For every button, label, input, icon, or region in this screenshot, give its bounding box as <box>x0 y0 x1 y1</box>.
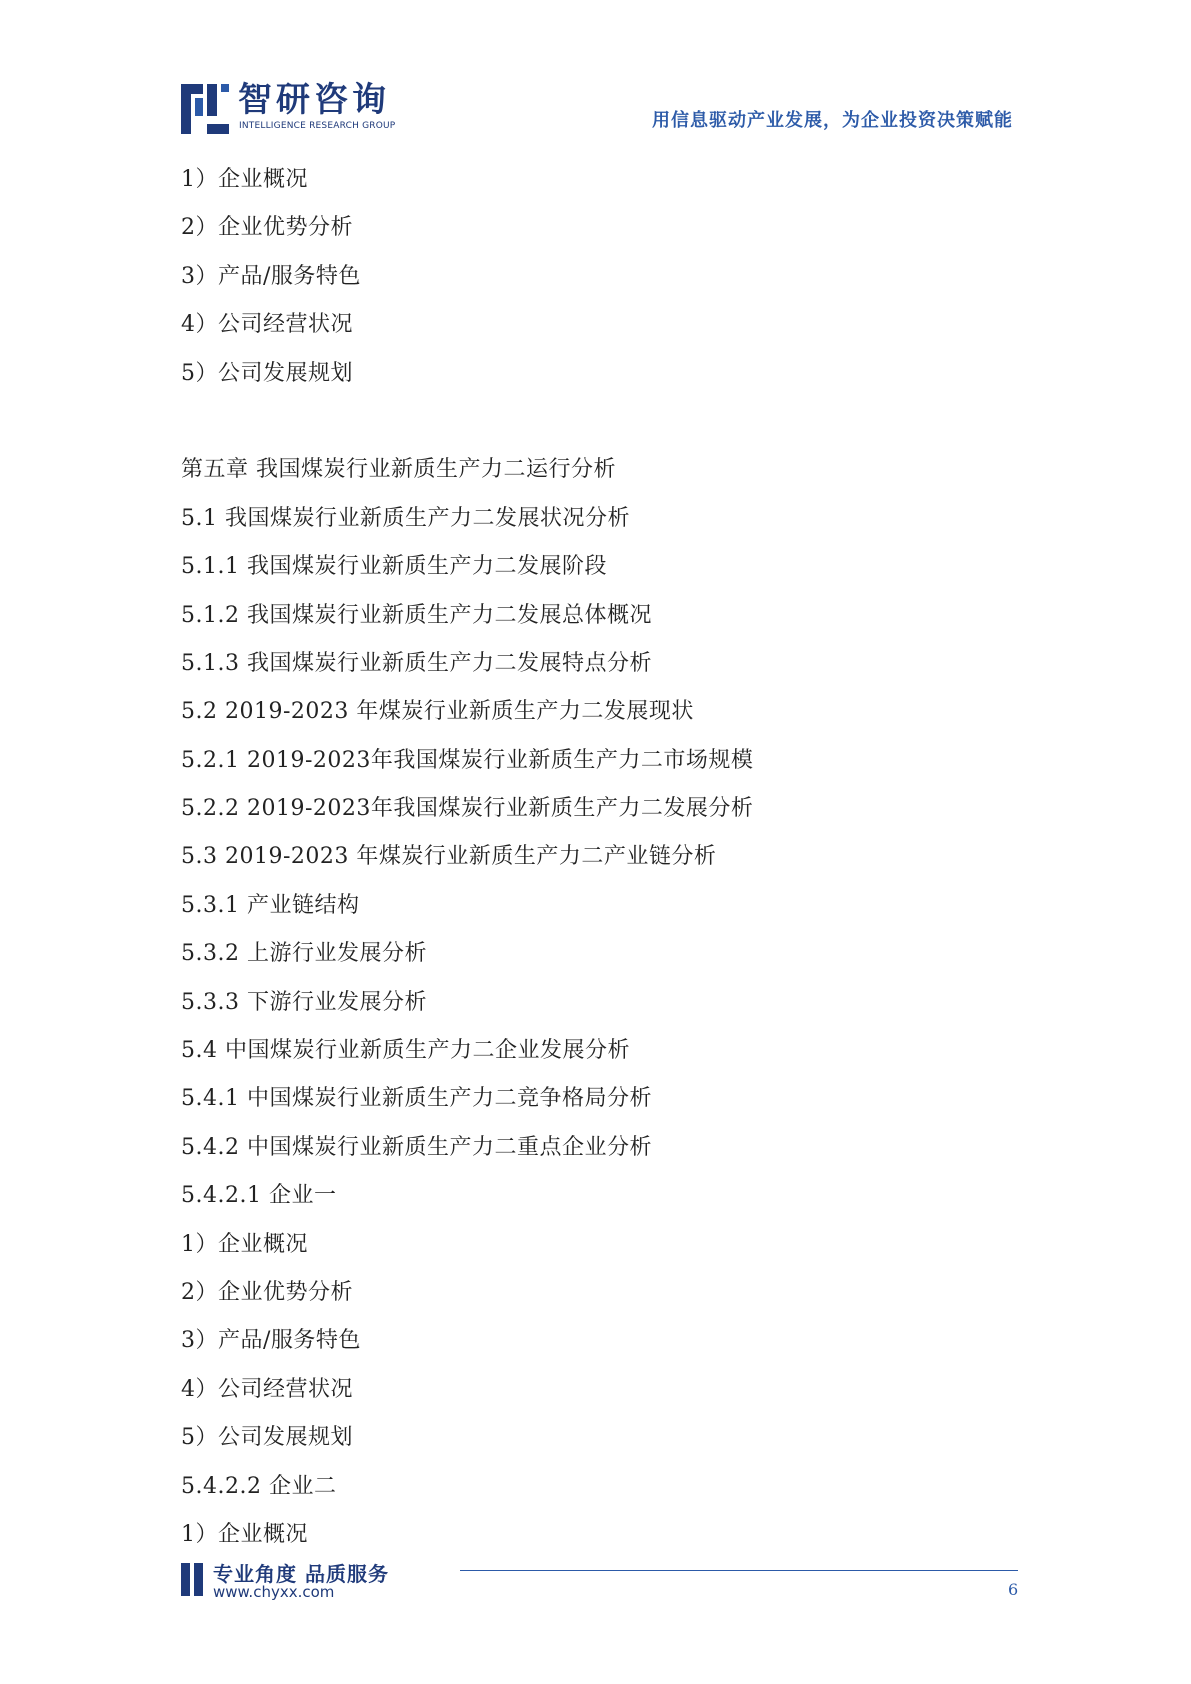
toc-line: 1）企业概况 <box>181 1231 308 1257</box>
toc-line: 4）公司经营状况 <box>181 1376 353 1402</box>
toc-line: 1）企业概况 <box>181 167 308 192</box>
toc-line: 5.3 2019-2023 年煤炭行业新质生产力二产业链分析 <box>181 844 717 870</box>
toc-content <box>181 156 1021 1559</box>
toc-line: 4）公司经营状况 <box>181 312 353 338</box>
footer-url[interactable]: www.chyxx.com <box>213 1583 335 1601</box>
footer-bar-icon <box>194 1563 203 1596</box>
page-number: 6 <box>1008 1580 1019 1599</box>
toc-line: 3）产品/服务特色 <box>181 1328 361 1354</box>
toc-line: 1）企业概况 <box>181 1521 308 1547</box>
toc-line: 5）公司发展规划 <box>181 360 353 386</box>
footer-bar-icon <box>181 1563 190 1596</box>
chapter-heading: 第五章 我国煤炭行业新质生产力二运行分析 <box>181 457 616 483</box>
toc-line: 5.4.2.1 企业一 <box>181 1183 337 1209</box>
toc-line: 5.4.2.2 企业二 <box>181 1473 337 1499</box>
toc-line: 5.4.1 中国煤炭行业新质生产力二竞争格局分析 <box>181 1086 652 1112</box>
toc-line: 5.1.1 我国煤炭行业新质生产力二发展阶段 <box>181 554 607 580</box>
toc-line: 5.1 我国煤炭行业新质生产力二发展状况分析 <box>181 505 630 531</box>
toc-line: 5.2.1 2019-2023年我国煤炭行业新质生产力二市场规模 <box>181 747 754 773</box>
page-header <box>0 0 1191 150</box>
toc-line: 5.3.1 产业链结构 <box>181 892 360 918</box>
toc-line: 3）产品/服务特色 <box>181 263 361 289</box>
toc-line: 5.2 2019-2023 年煤炭行业新质生产力二发展现状 <box>181 699 694 725</box>
footer-divider <box>460 1570 1018 1571</box>
toc-line: 2）企业优势分析 <box>181 215 353 241</box>
logo-chinese-name: 智研咨询 <box>238 80 390 120</box>
toc-line: 5.4.2 中国煤炭行业新质生产力二重点企业分析 <box>181 1134 652 1160</box>
toc-line: 5.2.2 2019-2023年我国煤炭行业新质生产力二发展分析 <box>181 796 754 822</box>
toc-line: 5.1.2 我国煤炭行业新质生产力二发展总体概况 <box>181 602 652 628</box>
header-slogan: 用信息驱动产业发展，为企业投资决策赋能 <box>652 110 1013 131</box>
toc-line: 5.4 中国煤炭行业新质生产力二企业发展分析 <box>181 1038 630 1064</box>
toc-line: 5.1.3 我国煤炭行业新质生产力二发展特点分析 <box>181 650 652 676</box>
toc-line: 2）企业优势分析 <box>181 1279 353 1305</box>
toc-line: 5.3.3 下游行业发展分析 <box>181 989 427 1015</box>
logo-icon <box>181 84 229 134</box>
footer-tagline: 专业角度 品质服务 <box>213 1562 389 1586</box>
toc-line: 5）公司发展规划 <box>181 1425 353 1451</box>
toc-line: 5.3.2 上游行业发展分析 <box>181 941 427 967</box>
logo-english-name: INTELLIGENCE RESEARCH GROUP <box>239 121 396 131</box>
